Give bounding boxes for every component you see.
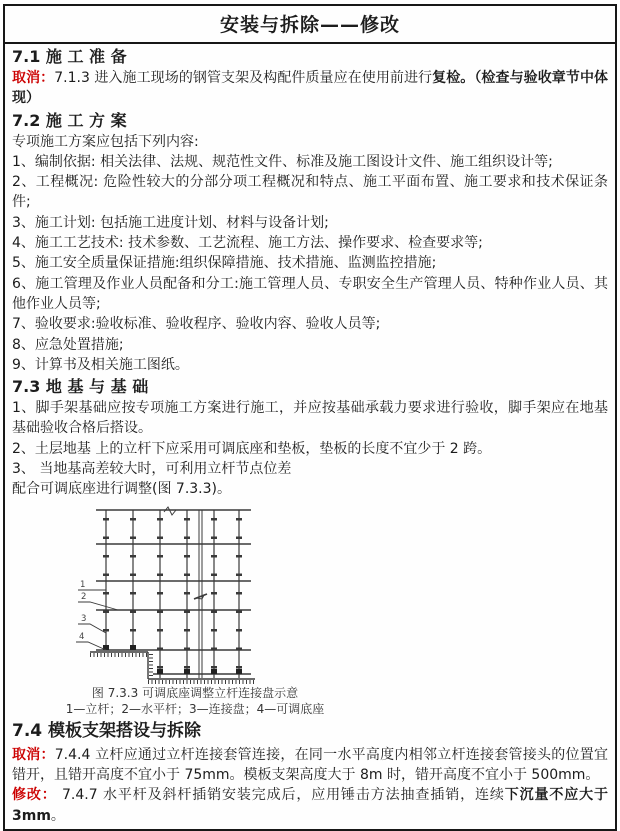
list-item: 5、施工安全质量保证措施:组织保障措施、技术措施、监测监控措施; bbox=[12, 255, 437, 272]
figure-label-4: 4 bbox=[79, 631, 85, 642]
list-item: 3、 当地基高差较大时，可利用立杆节点位差 bbox=[12, 461, 292, 478]
section-heading-7-1: 7.1 施 工 准 备 bbox=[12, 47, 127, 66]
list-item: 9、计算书及相关施工图纸。 bbox=[12, 356, 189, 373]
paragraph-7-4-4-text: 7.4.4 立杆应通过立杆连接套管连接，在同一水平高度内相邻立杆连接套管接头的位置宜错开，且错开高度不宜小于 75mm。模板支架高度大于 8m 时，错开高度不宜小于 500mm。 bbox=[12, 746, 608, 783]
figure-label-1: 1 bbox=[80, 579, 86, 590]
scaffold-diagram bbox=[68, 502, 273, 685]
section-7-2-intro: 专项施工方案应包括下列内容: bbox=[12, 133, 199, 150]
list-item-continuation: 配合可调底座进行调整(图 7.3.3)。 bbox=[12, 481, 231, 498]
paragraph-7-4-7-bold: 下沉量不应大于 3mm bbox=[12, 787, 609, 824]
cancel-tag: 取消： bbox=[12, 746, 55, 763]
paragraph-7-1-3-text: 7.1.3 进入施工现场的钢管支架及构配件质量应在使用前进行 bbox=[54, 70, 433, 86]
paragraph-7-1-3 bbox=[12, 68, 608, 109]
paragraph-7-1-3-bold: 复检。（检查与验收章节中体现） bbox=[12, 70, 609, 107]
paragraph-7-4-7-text: 7.4.7 水平杆及斜杆插销安装完成后，应用锤击方法抽查插销，连续 bbox=[56, 787, 505, 804]
paragraph-7-4-7-tail: 。 bbox=[50, 807, 65, 824]
section-heading-7-2: 7.2 施 工 方 案 bbox=[12, 110, 127, 130]
list-item: 2、土层地基 上的立杆下应采用可调底座和垫板，垫板的长度不宜少于 2 跨。 bbox=[12, 440, 492, 457]
cancel-tag: 取消： bbox=[12, 70, 55, 86]
figure-7-3-3 bbox=[68, 502, 608, 685]
list-item: 6、施工管理及作业人员配备和分工:施工管理人员、专职安全生产管理人员、特种作业人员、其他作业人员等; bbox=[12, 275, 608, 312]
page-title: 安装与拆除——修改 bbox=[5, 6, 615, 44]
document-frame bbox=[3, 4, 617, 831]
list-item: 1、编制依据: 相关法律、法规、规范性文件、标准及施工图设计文件、施工组织设计等; bbox=[12, 153, 553, 170]
figure-legend: 1—立杆；2—水平杆；3—连接盘；4—可调底座 bbox=[65, 701, 325, 716]
list-item: 4、施工工艺技术: 技术参数、工艺流程、施工方法、操作要求、检查要求等; bbox=[12, 235, 483, 252]
list-item: 3、施工计划: 包括施工进度计划、材料与设备计划; bbox=[12, 214, 329, 231]
section-heading-7-4: 7.4 模板支架搭设与拆除 bbox=[12, 720, 202, 741]
figure-caption: 图 7.3.3 可调底座调整立杆连接盘示意 bbox=[91, 685, 299, 700]
paragraph-7-4-4 bbox=[12, 745, 608, 786]
figure-label-3: 3 bbox=[81, 613, 87, 624]
modify-tag: 修改： bbox=[12, 787, 57, 804]
list-item: 2、工程概况: 危险性较大的分部分项工程概况和特点、施工平面布置、施工要求和技术保证条件; bbox=[12, 174, 608, 211]
paragraph-7-4-7 bbox=[12, 785, 608, 826]
list-item: 7、验收要求:验收标准、验收程序、验收内容、验收人员等; bbox=[12, 316, 381, 333]
figure-label-2: 2 bbox=[81, 591, 87, 602]
section-heading-7-3: 7.3 地 基 与 基 础 bbox=[12, 377, 149, 397]
document-body bbox=[5, 44, 615, 829]
list-item: 8、应急处置措施; bbox=[12, 336, 124, 353]
list-item: 1、脚手架基础应按专项施工方案进行施工，并应按基础承载力要求进行验收，脚手架应在地基基础验收合格后搭设。 bbox=[12, 400, 608, 437]
